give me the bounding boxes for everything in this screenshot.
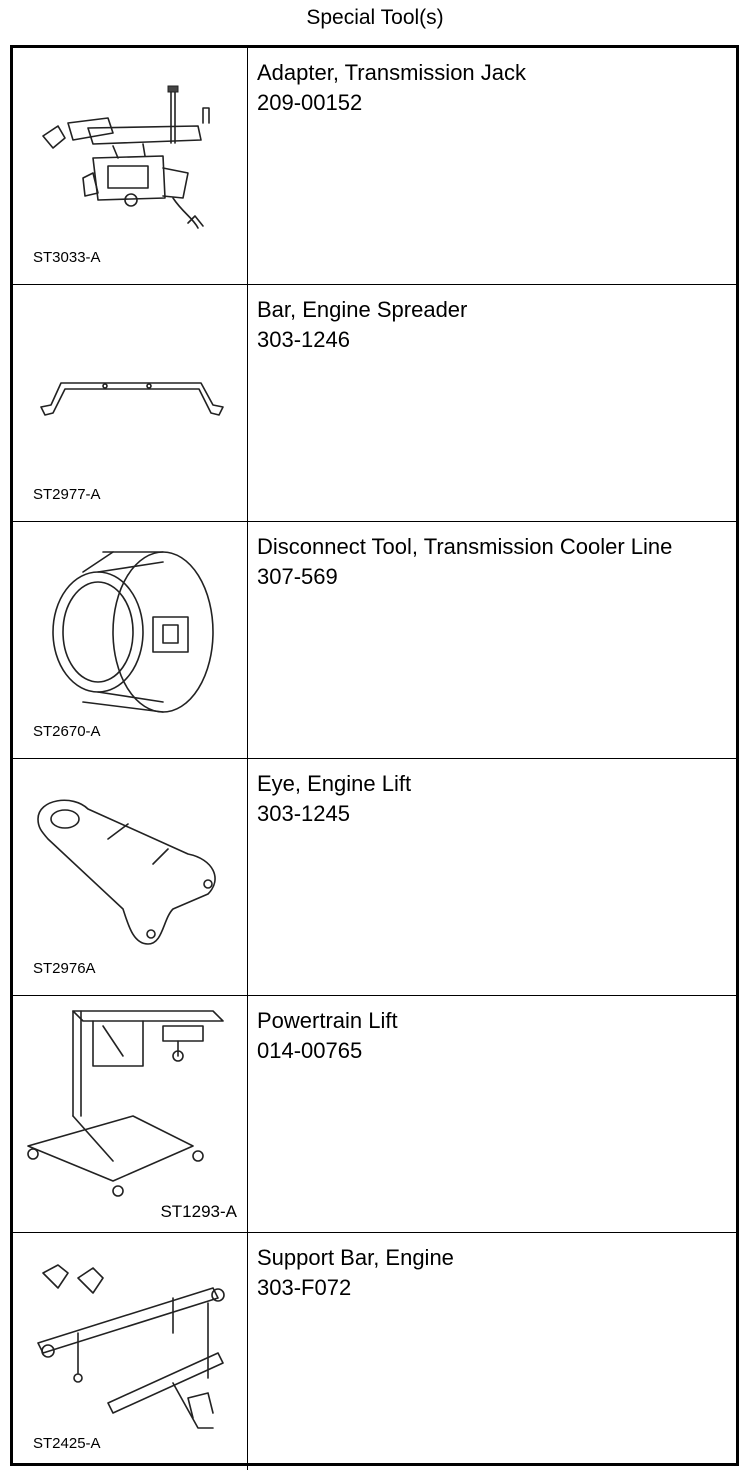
tool-number: 303-1245: [257, 801, 350, 826]
tool-illustration-cell: [13, 522, 248, 758]
tool-row: [13, 759, 736, 996]
powertrain-lift-icon: [13, 996, 248, 1232]
tool-illustration-cell: [13, 1233, 248, 1470]
tool-row: [13, 285, 736, 522]
tool-illustration-cell: [13, 759, 248, 995]
tool-code: ST1293-A: [160, 1202, 237, 1221]
tool-number: 303-F072: [257, 1275, 352, 1300]
tool-description: [257, 769, 411, 829]
tool-illustration-cell: [13, 285, 248, 521]
tool-row: [13, 522, 736, 759]
tool-code: ST2425-A: [33, 1435, 101, 1452]
tool-name: Disconnect Tool, Transmission Cooler Line: [257, 534, 673, 559]
tool-name: Bar, Engine Spreader: [257, 297, 468, 322]
tool-description: [257, 58, 526, 118]
tool-illustration-cell: [13, 48, 248, 284]
tool-row: [13, 1233, 736, 1470]
engine-support-bar-icon: [13, 1233, 248, 1469]
tool-number: 303-1246: [257, 327, 350, 352]
tool-number: 209-00152: [257, 90, 363, 115]
tool-description: [257, 532, 672, 592]
tool-number: 307-569: [257, 564, 338, 589]
tool-code: ST2670-A: [33, 723, 101, 740]
tool-row: [13, 48, 736, 285]
tool-code: ST2976A: [33, 960, 96, 977]
tool-code: ST2977-A: [33, 486, 101, 503]
tool-description: [257, 1006, 398, 1066]
tool-description: [257, 1243, 454, 1303]
tool-name: Adapter, Transmission Jack: [257, 60, 527, 85]
tool-name: Powertrain Lift: [257, 1008, 398, 1033]
tool-name: Support Bar, Engine: [257, 1245, 454, 1270]
page-title: Special Tool(s): [306, 6, 444, 29]
tool-illustration-cell: [13, 996, 248, 1232]
special-tools-table: [10, 45, 739, 1466]
tool-number: 014-00765: [257, 1038, 363, 1063]
tool-row: [13, 996, 736, 1233]
tool-description: [257, 295, 467, 355]
tool-code: ST3033-A: [33, 249, 101, 266]
tool-name: Eye, Engine Lift: [257, 771, 412, 796]
